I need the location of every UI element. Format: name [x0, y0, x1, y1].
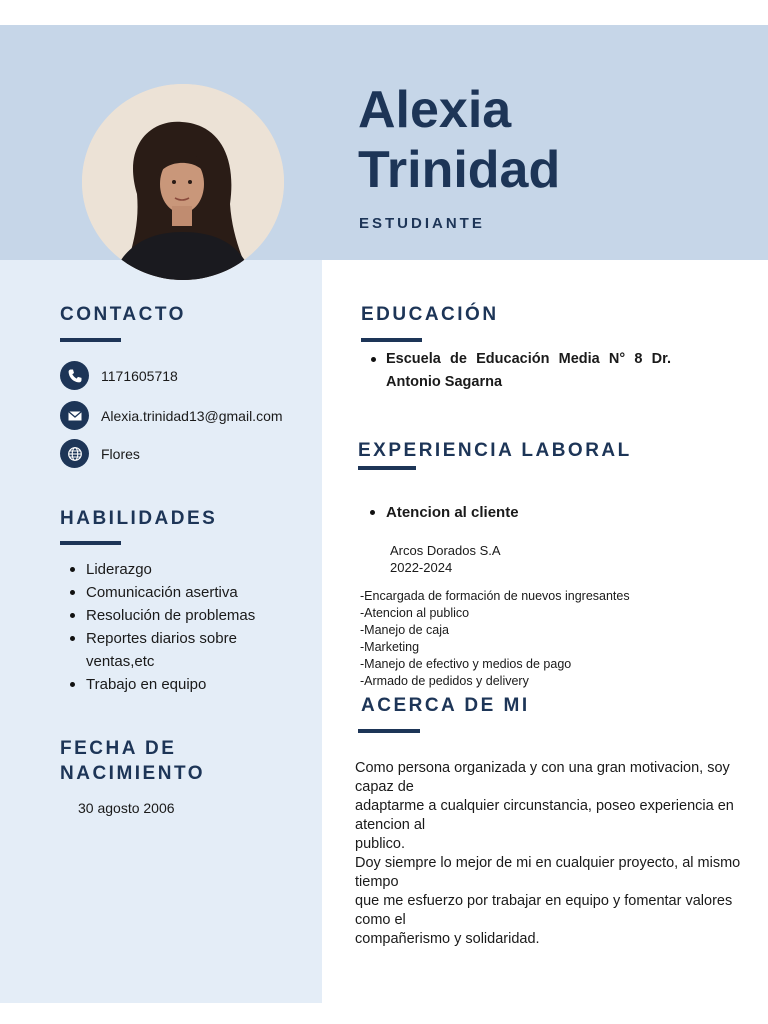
job-title: Atencion al cliente [360, 501, 660, 524]
globe-icon [60, 439, 89, 468]
task-item: -Manejo de caja [360, 623, 449, 637]
list-item: Resolución de problemas [60, 604, 310, 627]
profile-photo [82, 84, 284, 280]
phone-icon [60, 361, 89, 390]
experience-divider [358, 466, 416, 470]
person-name [358, 80, 560, 200]
about-line: como el [355, 912, 406, 928]
list-item [60, 627, 310, 673]
list-item: Liderazgo [60, 558, 310, 581]
experience-list [360, 501, 660, 524]
about-line: que me esfuerzo por trabajar en equipo y fomentar valores [355, 893, 733, 909]
task-item: -Armado de pedidos y delivery [360, 674, 529, 688]
email-address[interactable]: Alexia.trinidad13@gmail.com [101, 407, 283, 424]
company-name: Arcos Dorados S.A [390, 543, 501, 558]
birth-heading [60, 736, 205, 786]
job-tasks [360, 588, 630, 690]
contact-phone [60, 361, 178, 390]
education-divider [361, 338, 422, 342]
name-last: Trinidad [358, 141, 561, 199]
birth-heading-line2: NACIMIENTO [60, 763, 205, 784]
contact-divider [60, 338, 121, 342]
contact-email [60, 401, 283, 430]
about-line: compañerismo y solidaridad. [355, 931, 540, 947]
about-line: publico. [355, 836, 405, 852]
task-item: -Manejo de efectivo y medios de pago [360, 657, 572, 671]
about-text [355, 759, 755, 949]
phone-number[interactable]: 1171605718 [101, 367, 178, 384]
about-line: atencion al [355, 817, 426, 833]
education-item [371, 348, 671, 394]
skills-divider [60, 541, 121, 545]
name-first: Alexia [358, 81, 512, 139]
about-heading: ACERCA DE MI [361, 695, 530, 716]
about-line: Doy siempre lo mejor de mi en cualquier proyecto, al mismo [355, 855, 741, 871]
location-text: Flores [101, 445, 140, 462]
education-heading: EDUCACIÓN [361, 304, 499, 325]
birth-heading-line1: FECHA DE [60, 738, 177, 759]
about-line: tiempo [355, 874, 399, 890]
skill-text-cont: ventas,etc [86, 653, 155, 670]
experience-heading: EXPERIENCIA LABORAL [358, 440, 632, 461]
about-line: capaz de [355, 779, 414, 795]
task-item: -Atencion al publico [360, 606, 470, 620]
task-item: -Marketing [360, 640, 420, 654]
about-line: Como persona organizada y con una gran motivacion, soy [355, 760, 730, 776]
list-item: Trabajo en equipo [60, 673, 310, 696]
contact-location [60, 439, 140, 468]
task-item: -Encargada de formación de nuevos ingresantes [360, 589, 630, 603]
contact-heading: CONTACTO [60, 304, 186, 325]
skills-list [60, 558, 310, 696]
about-divider [358, 729, 420, 733]
person-role: ESTUDIANTE [359, 215, 485, 232]
email-icon [60, 401, 89, 430]
education-school-cont: Antonio Sagarna [386, 374, 503, 390]
job-period: 2022-2024 [390, 560, 453, 575]
skills-heading: HABILIDADES [60, 508, 218, 529]
education-school: Escuela de Educación Media N° 8 Dr. [386, 351, 671, 367]
list-item: Comunicación asertiva [60, 581, 310, 604]
skill-text: Reportes diarios sobre [86, 630, 237, 647]
birth-date: 30 agosto 2006 [78, 800, 175, 816]
about-line: adaptarme a cualquier circunstancia, poseo experiencia en [355, 798, 734, 814]
